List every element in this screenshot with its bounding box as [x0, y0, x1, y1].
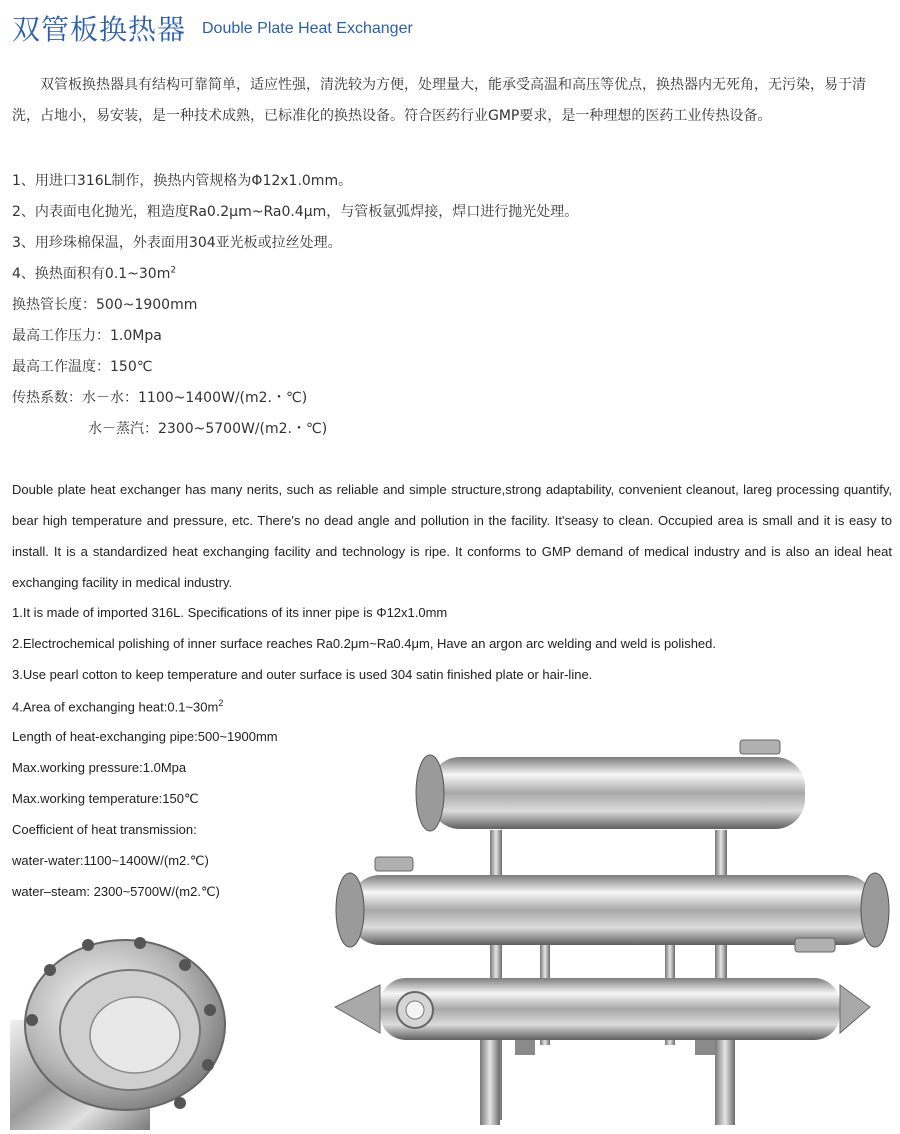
en-coef-water-water: water-water:1100~1400W/(m2.℃) — [12, 853, 209, 868]
flange-closeup-photo — [10, 925, 230, 1130]
en-spec-item-3: 3.Use pearl cotton to keep temperature and outer surface is used 304 satin finished plate or hair-line. — [12, 667, 593, 682]
cn-spec-item-2: 2、内表面电化抛光，粗造度Ra0.2μm~Ra0.4μm，与管板氩弧焊接，焊口进行抛光处理。 — [12, 204, 579, 220]
cn-tube-length: 换热管长度：500~1900mm — [12, 297, 198, 313]
page-title: 双管板换热器 — [12, 13, 187, 46]
cn-spec-item-1: 1、用进口316L制作，换热内管规格为Φ12x1.0mm。 — [12, 173, 353, 189]
page-subtitle: Double Plate Heat Exchanger — [202, 20, 413, 37]
en-max-temperature: Max.working temperature:150℃ — [12, 791, 199, 806]
cn-max-pressure: 最高工作压力：1.0Mpa — [12, 328, 162, 344]
cn-spec-item-3: 3、用珍珠棉保温，外表面用304亚光板或拉丝处理。 — [12, 235, 342, 251]
en-spec-item-4: 4.Area of exchanging $heat:0.1\sim 30m^2$ — [12, 698, 224, 715]
en-heat-coefficient-label: Coefficient of heat transmission: — [12, 822, 197, 837]
heat-exchanger-photo — [330, 735, 890, 1130]
cn-spec-item-4: 4、换热面积有$0.1\sim 30m^2$ — [12, 265, 177, 282]
en-intro-paragraph: Double plate heat exchanger has many nerits, such as reliable and simple structure,strong adaptability, convenient cleanout, lareg processing quantify, bear high temperature and pressure, etc. There's no dead angle and pollution in the facility. It'seasy to clean. Occupied area is small and it is easy to install. It is a standardized heat exchanging facility and technology is ripe. It conforms to GMP demand of medical industry and is also an ideal heat exchanging facility in medical industry. — [12, 482, 892, 590]
en-tube-length: Length of heat-exchanging pipe:500~1900mm — [12, 729, 278, 744]
cn-heat-coefficient: 传热系数：水－水：1100~1400W/(m2.・℃) — [12, 390, 308, 406]
en-max-pressure: Max.working pressure:1.0Mpa — [12, 760, 187, 775]
cn-max-temperature: 最高工作温度：150℃ — [12, 359, 153, 375]
cn-heat-coefficient-steam: 水－蒸汽：2300~5700W/(m2.・℃) — [88, 421, 328, 437]
cn-intro-paragraph: 双管板换热器具有结构可靠简单，适应性强，清洗较为方便，处理量大，能承受高温和高压等优点，换热器内无死角，无污染，易于清洗，占地小，易安装，是一种技术成熟，已标准化的换热设备。符合医药行业GMP要求，是一种理想的医药工业传热设备。 — [12, 77, 866, 124]
en-coef-water-steam: water–steam: 2300~5700W/(m2.℃) — [12, 884, 220, 899]
en-spec-item-2: 2.Electrochemical polishing of inner surface reaches Ra0.2μm~Ra0.4μm, Have an argon arc welding and weld is polished. — [12, 636, 716, 651]
en-spec-item-1: 1.It is made of imported 316L. Specifications of its inner pipe is Φ12x1.0mm — [12, 605, 448, 620]
